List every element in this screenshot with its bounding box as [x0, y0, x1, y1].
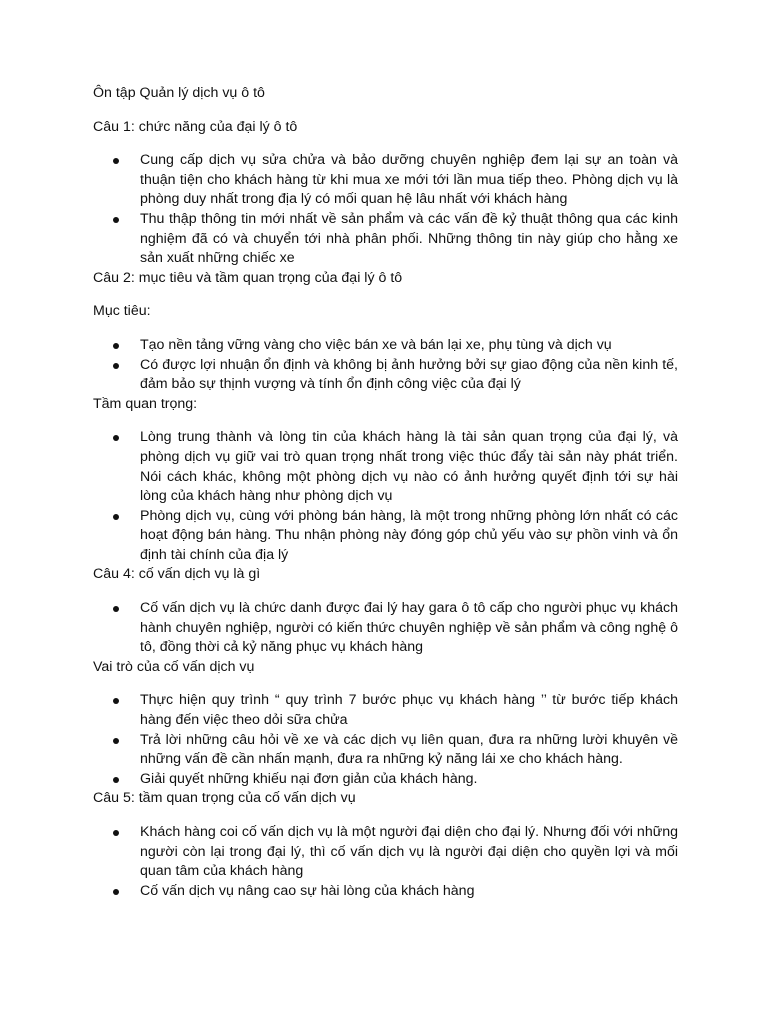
bullet-icon: [113, 830, 119, 836]
list-item: Thực hiện quy trình “ quy trình 7 bước phục vụ khách hàng ’’ từ bước tiếp khách hàng đến việc theo dỏi sữa chửa: [93, 691, 678, 730]
bullet-icon: [113, 363, 119, 369]
list-item: Tạo nền tảng vững vàng cho việc bán xe và bán lại xe, phụ tùng và dịch vụ: [93, 336, 678, 356]
document-page: [93, 84, 678, 901]
bullet-icon: [113, 435, 119, 441]
q1-list: [93, 151, 678, 269]
list-item: Lòng trung thành và lòng tin của khách hàng là tài sản quan trọng của đại lý, và phòng dịch vụ giữ vai trò quan trọng nhất trong việc thúc đẩy tài sản này phát triển. Nói cách khác, không một phòng dịch vụ nào có ảnh hưởng quyết định tới sự hài lòng của khách hàng như phòng dịch vụ: [93, 428, 678, 506]
q2-importance-list: [93, 428, 678, 565]
q4-role-label: Vai trò của cố vấn dịch vụ: [93, 658, 255, 675]
list-item: Cố vấn dịch vụ là chức danh được đai lý hay gara ô tô cấp cho người phục vụ khách hành chuyên nghiệp, người có kiến thức chuyên nghiệp về sản phẩm và công nghệ ô tô, đồng thời cả kỷ năng phục vụ khách hàng: [93, 599, 678, 658]
bullet-icon: [113, 158, 119, 164]
q2-heading: Câu 2: mục tiêu và tầm quan trọng của đại lý ô tô: [93, 269, 403, 286]
list-item: Trả lời những câu hỏi về xe và các dịch vụ liên quan, đưa ra những lười khuyên về những vấn đề cần nhấn mạnh, đưa ra những kỷ năng lái xe cho khách hàng.: [93, 731, 678, 770]
list-item: Cố vấn dịch vụ nâng cao sự hài lòng của khách hàng: [93, 882, 678, 902]
q4-list: [93, 599, 678, 658]
q4-heading: Câu 4: cố vấn dịch vụ là gì: [93, 566, 261, 583]
bullet-icon: [113, 343, 119, 349]
q5-heading: Câu 5: tầm quan trọng của cố vấn dịch vụ: [93, 790, 356, 807]
bullet-icon: [113, 217, 119, 223]
q2-goals-list: [93, 336, 678, 395]
list-item: Có được lợi nhuận ổn định và không bị ảnh hưởng bởi sự giao động của nền kinh tế, đảm bảo sự thịnh vượng và tính ổn định công việc của đại lý: [93, 356, 678, 395]
bullet-icon: [113, 698, 119, 704]
list-item: Thu thập thông tin mới nhất về sản phẩm và các vấn đề kỷ thuật thông qua các kinh nghiệm đã có và chuyển tới nhà phân phối. Những thông tin này giúp cho hằng xe sản xuất những chiếc xe: [93, 210, 678, 269]
bullet-icon: [113, 777, 119, 783]
list-item: Giải quyết những khiếu nại đơn giản của khách hàng.: [93, 770, 678, 790]
list-item: Cung cấp dịch vụ sửa chửa và bảo dưỡng chuyên nghiệp đem lại sự an toàn và thuận tiện cho khách hàng từ khi mua xe mới tới lần mua tiếp theo. Phòng dịch vụ là phòng duy nhất trong địa lý có mối quan hệ lâu nhất với khách hàng: [93, 151, 678, 210]
q2-goals-label: Mục tiêu:: [93, 303, 151, 320]
list-item: Phòng dịch vụ, cùng với phòng bán hàng, là một trong những phòng lớn nhất có các hoạt động bán hàng. Thu nhận phòng này đóng góp chủ yếu vào sự phồn vinh và ổn định tài chính của địa lý: [93, 507, 678, 566]
q2-importance-label: Tầm quan trọng:: [93, 395, 198, 412]
q5-list: [93, 823, 678, 901]
bullet-icon: [113, 514, 119, 520]
q1-heading: Câu 1: chức năng của đại lý ô tô: [93, 118, 298, 135]
document-title: Ôn tập Quản lý dịch vụ ô tô: [93, 85, 265, 101]
bullet-icon: [113, 738, 119, 744]
bullet-icon: [113, 606, 119, 612]
list-item: Khách hàng coi cố vấn dịch vụ là một người đại diện cho đại lý. Nhưng đối với những người còn lại trong đại lý, thì cố vấn dịch vụ là người đại diện cho quyền lợi và mối quan tâm của khách hàng: [93, 823, 678, 882]
q4-roles-list: [93, 691, 678, 789]
bullet-icon: [113, 889, 119, 895]
